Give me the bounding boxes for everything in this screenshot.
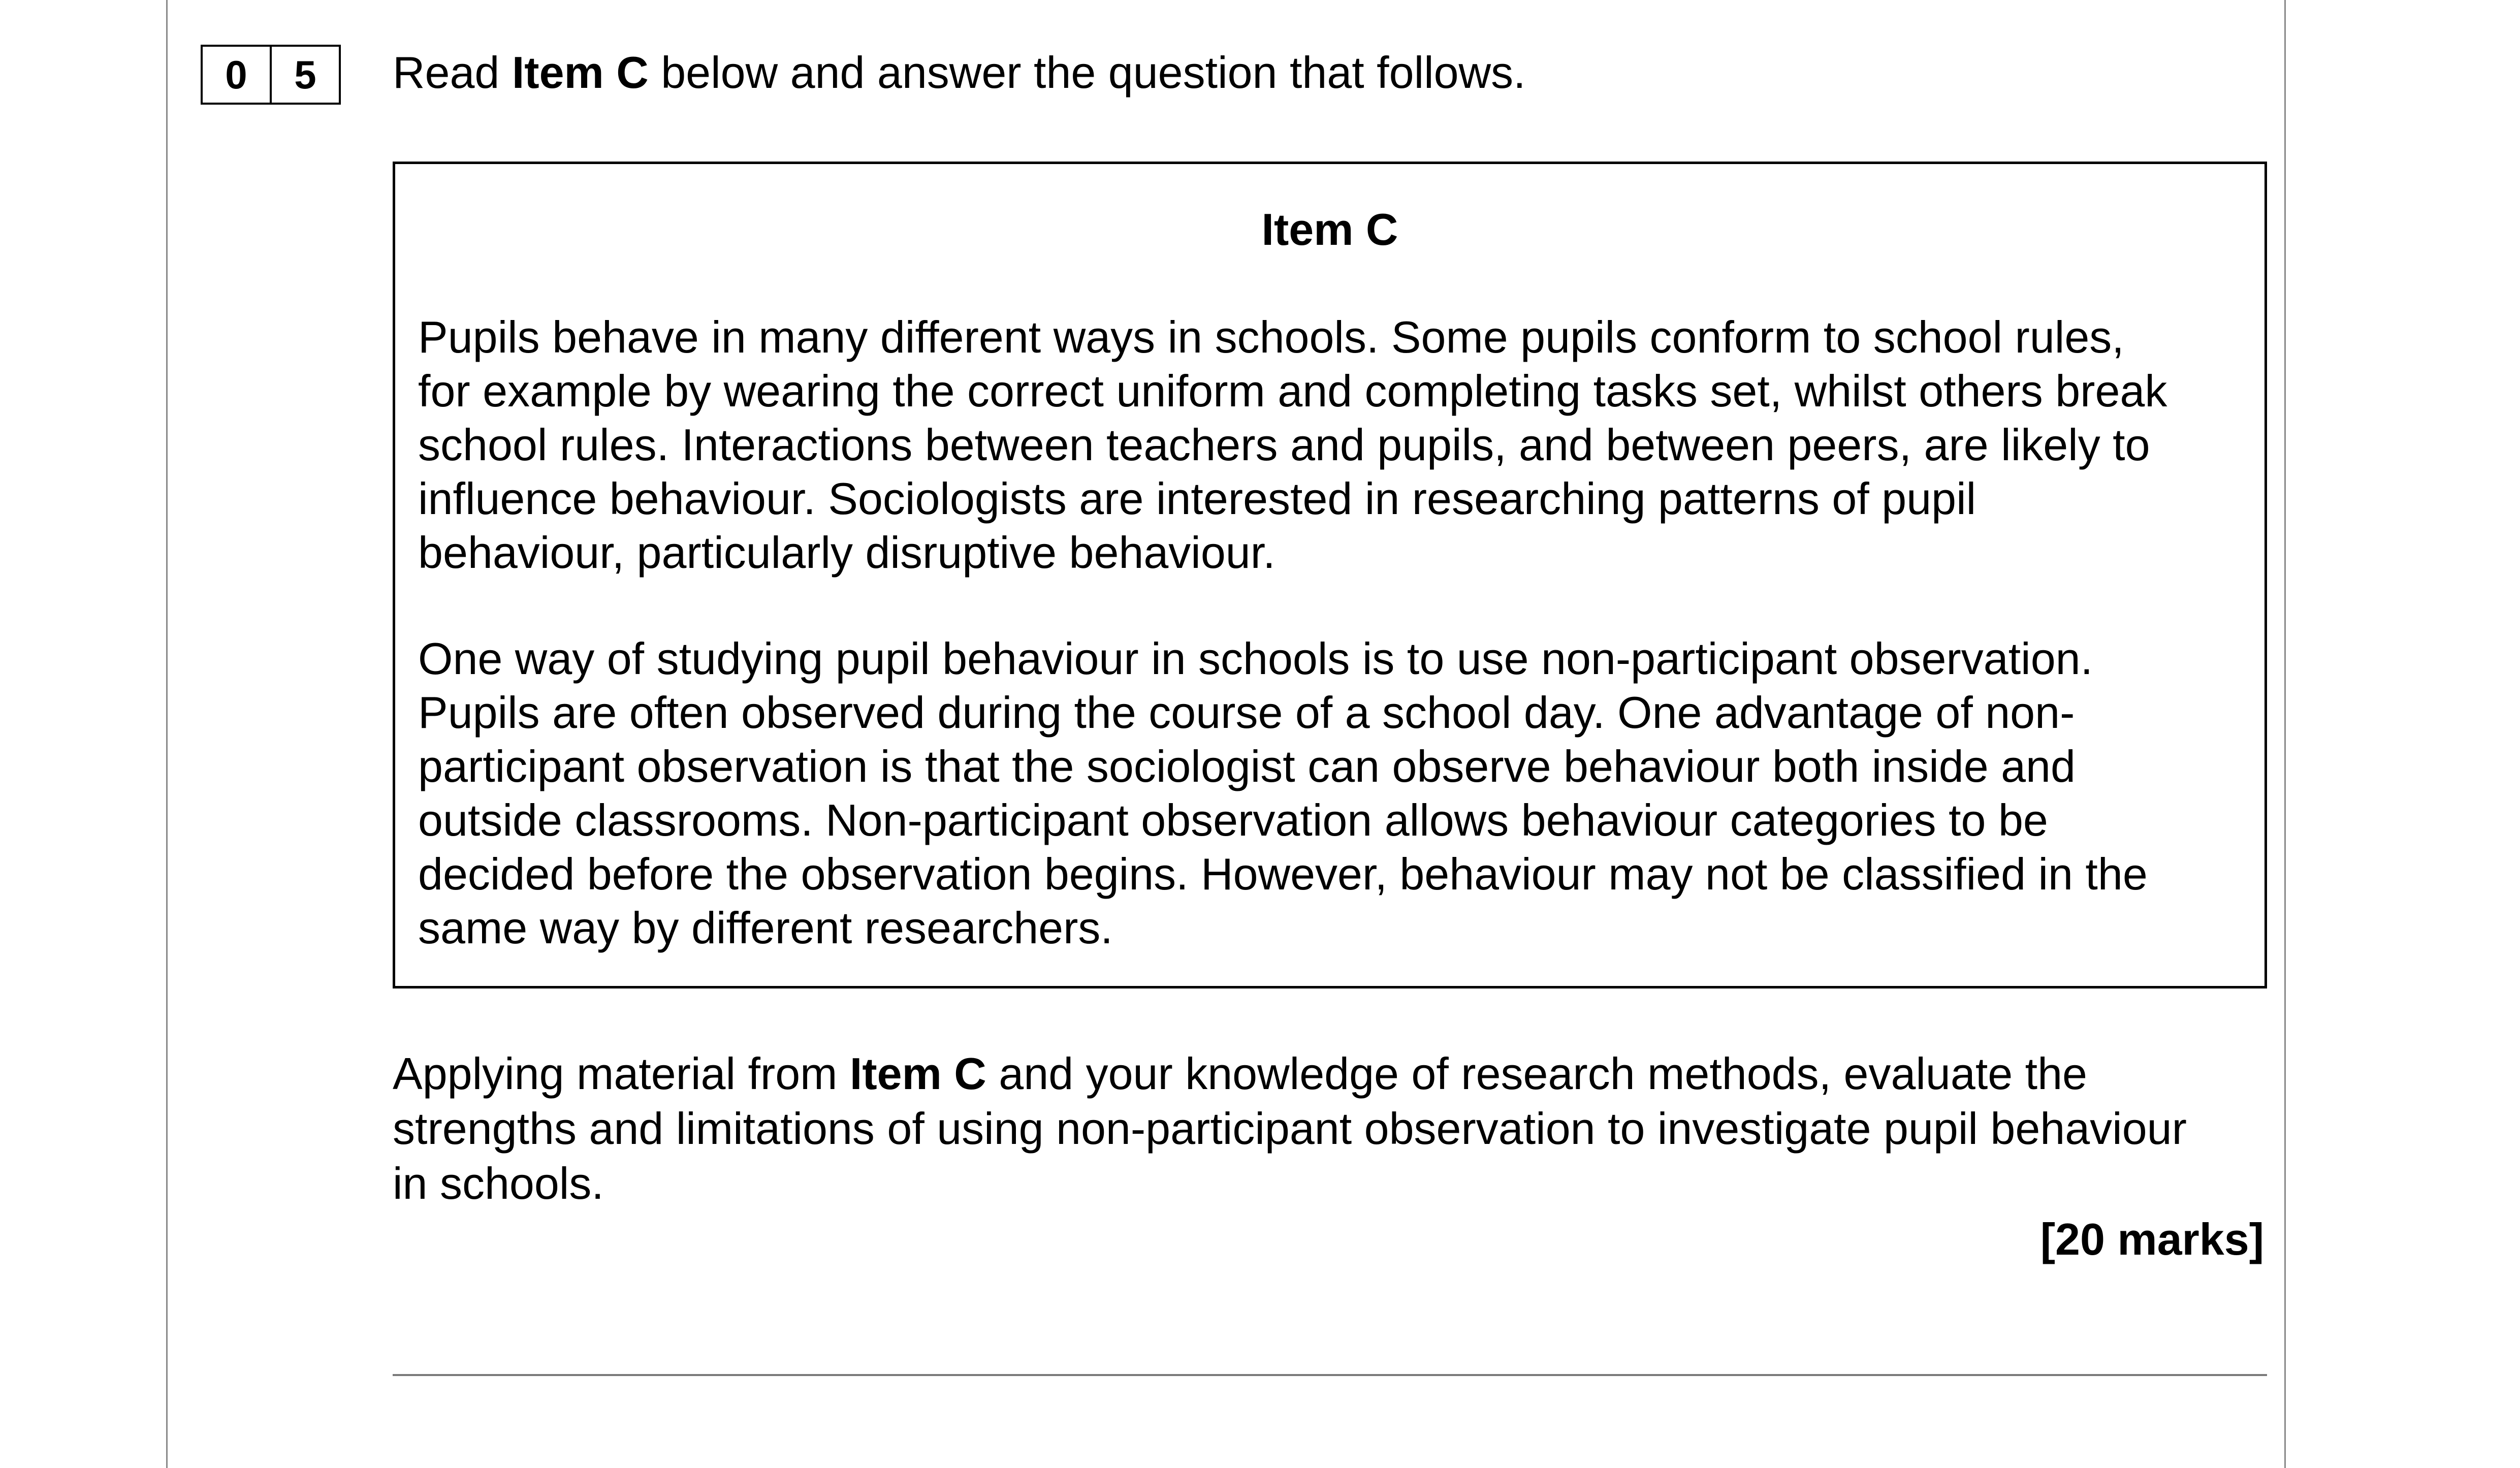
item-paragraph-1 bbox=[418, 310, 2167, 580]
question-number-box bbox=[201, 45, 341, 105]
item-paragraph-2 bbox=[418, 632, 2148, 955]
item-title: Item C bbox=[1261, 204, 1398, 254]
paragraph-line: behaviour, particularly disruptive behaviour. bbox=[418, 527, 1275, 578]
paragraph-line: Pupils behave in many different ways in schools. Some pupils conform to school rules, bbox=[418, 312, 2124, 362]
paragraph-line: decided before the observation begins. However, behaviour may not be classified in the bbox=[418, 849, 2148, 899]
paragraph-line: Pupils are often observed during the course of a school day. One advantage of non- bbox=[418, 687, 2075, 738]
paragraph-line: influence behaviour. Sociologists are interested in researching patterns of pupil bbox=[418, 473, 1976, 524]
paragraph-line: One way of studying pupil behaviour in schools is to use non-participant observation. bbox=[418, 633, 2093, 684]
prompt-item-reference: Item C bbox=[849, 1048, 986, 1099]
intro-suffix: below and answer the question that follows. bbox=[648, 47, 1526, 98]
question-prompt bbox=[393, 1046, 2187, 1211]
paragraph-line: for example by wearing the correct uniform and completing tasks set, whilst others break bbox=[418, 366, 2167, 416]
question-number-digit: 5 bbox=[270, 47, 339, 103]
paragraph-line: participant observation is that the sociologist can observe behaviour both inside and bbox=[418, 741, 2076, 791]
marks-label: [20 marks] bbox=[2040, 1214, 2264, 1264]
prompt-line: in schools. bbox=[393, 1158, 604, 1208]
paragraph-line: school rules. Interactions between teachers and pupils, and between peers, are likely to bbox=[418, 420, 2150, 470]
paragraph-line: outside classrooms. Non-participant observation allows behaviour categories to be bbox=[418, 795, 2048, 845]
paragraph-line: same way by different researchers. bbox=[418, 903, 1113, 953]
prompt-suffix: and your knowledge of research methods, evaluate the bbox=[986, 1048, 2087, 1099]
intro-item-reference: Item C bbox=[512, 47, 649, 98]
prompt-prefix: Applying material from bbox=[393, 1048, 850, 1099]
question-number-digit: 0 bbox=[225, 52, 247, 97]
intro-prefix: Read bbox=[393, 47, 512, 98]
answer-line[interactable] bbox=[393, 1374, 2267, 1376]
question-intro bbox=[393, 46, 1526, 100]
right-margin-line bbox=[2284, 0, 2286, 1468]
prompt-line: strengths and limitations of using non-participant observation to investigate pupil behaviour bbox=[393, 1103, 2187, 1154]
item-c-box bbox=[393, 162, 2267, 988]
prompt-line bbox=[393, 1046, 2187, 1101]
left-margin-line bbox=[166, 0, 168, 1468]
